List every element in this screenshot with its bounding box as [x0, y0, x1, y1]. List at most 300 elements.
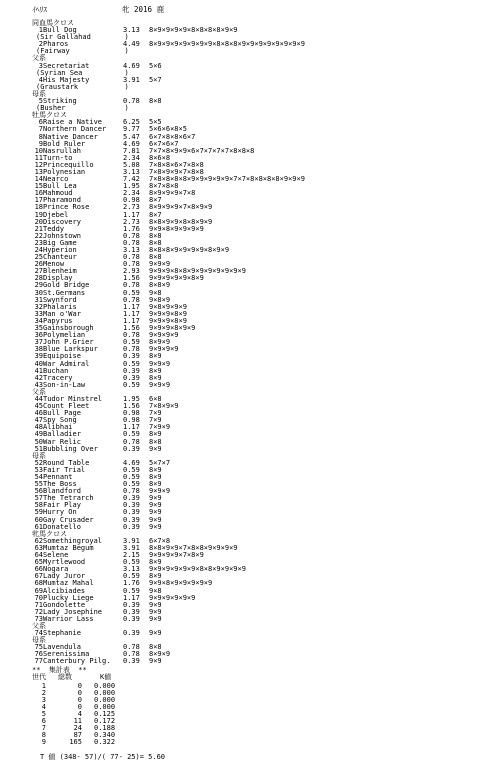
- entry-number: 54: [34, 473, 43, 481]
- entry-pattern: 9×8×9: [149, 295, 171, 304]
- entry-number: 74: [34, 629, 43, 638]
- entry-pattern: 9×9×8×9×9×9×9: [149, 224, 204, 233]
- entry-value: 3.91: [123, 75, 140, 84]
- entry-pattern: 8×9: [149, 558, 162, 567]
- entry-pattern: 6×7×8×8×6×7: [149, 132, 196, 141]
- entry-pattern: 9×9: [149, 614, 162, 623]
- generation: 5: [41, 710, 46, 718]
- entry-horse-name: Big Game: [43, 238, 77, 247]
- cross-entry: [32, 275, 472, 282]
- entry-value: 3.13: [123, 26, 140, 35]
- section-heading: 母系: [32, 636, 46, 645]
- entry-pattern: 8×9: [149, 373, 162, 382]
- entry-value: 0.59: [123, 430, 140, 439]
- generation: 9: [41, 738, 46, 747]
- entry-number: 45: [34, 402, 43, 411]
- cross-entry: [32, 233, 472, 240]
- entry-horse-name: Alibhai: [43, 423, 73, 432]
- cross-entry: [32, 417, 472, 424]
- cross-entry: [32, 396, 472, 403]
- entry-horse-name: Canterbury Pilg.: [43, 657, 111, 666]
- entry-number: 9: [38, 139, 43, 148]
- entry-pattern: 8×6×8: [149, 153, 171, 162]
- entry-value: 1.17: [123, 316, 140, 325]
- entry-pattern: 8×8: [149, 97, 162, 106]
- entry-value: 0.39: [123, 494, 140, 503]
- entry-number: 73: [34, 614, 43, 623]
- entry-horse-name: Johnstown: [43, 231, 81, 240]
- count: 165: [69, 738, 82, 747]
- entry-number: 59: [34, 508, 43, 517]
- entry-horse-name: Princequillo: [43, 160, 94, 169]
- entry-number: 66: [34, 565, 43, 574]
- entry-horse-name: Myrtlewood: [43, 558, 86, 567]
- entry-number: 20: [34, 217, 43, 226]
- entry-horse-name: Buchan: [43, 366, 69, 375]
- entry-value: 3.91: [123, 536, 140, 545]
- entry-horse-name: Bold Ruler: [43, 139, 86, 148]
- entry-horse-name: Pharamond: [43, 196, 81, 205]
- entry-number: 3: [38, 61, 43, 70]
- entry-horse-name: Nasrullah: [43, 146, 81, 155]
- entry-value: 0.39: [123, 444, 140, 453]
- entry-value: 0.39: [123, 607, 140, 616]
- entry-pattern: 9×9×9×9: [149, 331, 179, 340]
- k-value: 0.322: [94, 738, 116, 747]
- count: 0: [77, 702, 82, 711]
- entry-value: 1.56: [123, 402, 140, 411]
- cross-entry: [32, 382, 472, 389]
- cross-entry: [32, 566, 472, 573]
- entry-number: 10: [34, 146, 43, 155]
- entry-pattern: 9×8×9×9×9: [149, 302, 187, 311]
- entry-pattern: 5×6: [149, 61, 162, 70]
- entry-pattern: 9×9×9×8×9: [149, 309, 187, 318]
- cross-entry: [32, 488, 472, 495]
- entry-value: 2.15: [123, 551, 140, 560]
- entry-pattern: 9×9: [149, 607, 162, 616]
- entry-value: 0.59: [123, 473, 140, 481]
- entry-pattern: 8×9×9×9×9×8×8×8×8×9×9: [149, 26, 238, 35]
- entry-pattern: 7×7×8×9×9×6×7×7×7×7×8×8×8: [149, 146, 255, 155]
- entry-pattern: 9×9×9: [149, 359, 171, 368]
- entry-number: 34: [34, 316, 43, 325]
- entry-pattern: 8×9: [149, 430, 162, 439]
- cross-entry: [32, 595, 472, 602]
- entry-pattern: 8×9: [149, 352, 162, 361]
- entry-number: 38: [34, 345, 43, 354]
- count: 87: [73, 731, 82, 740]
- entry-pattern: 5×7×7: [149, 458, 171, 467]
- cross-entry: [32, 318, 472, 325]
- k-value: 0.125: [94, 710, 116, 718]
- entry-value: 0.78: [123, 231, 140, 240]
- entry-pattern: 7×9×9: [149, 423, 171, 432]
- cross-entry: [32, 460, 472, 467]
- generation: 7: [41, 724, 46, 733]
- cross-entry: [32, 361, 472, 368]
- count: 0: [77, 681, 82, 690]
- entry-number: 52: [34, 458, 43, 467]
- entry-pattern: 9×9×9×8×8×9×9×9×9×9×9×9: [149, 267, 246, 276]
- cross-entry: [32, 630, 472, 637]
- generation: 1: [41, 681, 46, 690]
- sire-name: (Fairway ): [36, 47, 129, 56]
- entry-pattern: 8×7: [149, 210, 162, 219]
- summary-rows: [32, 683, 472, 747]
- t-value: T 値 (348- 57)/( 77- 25)= 5.60: [40, 753, 166, 762]
- entry-value: 1.56: [123, 324, 140, 333]
- entry-pattern: 8×9×9×9×7×8×9×9: [149, 203, 213, 212]
- sire-name: (Sir Gallahad ): [36, 33, 129, 42]
- entry-value: 3.91: [123, 543, 140, 552]
- entry-value: 0.39: [123, 352, 140, 361]
- entry-value: 0.39: [123, 508, 140, 517]
- entry-number: 50: [34, 437, 43, 446]
- entry-pattern: 9×9: [149, 444, 162, 453]
- entry-number: 58: [34, 501, 43, 510]
- entry-value: 0.39: [123, 522, 140, 531]
- entry-value: 0.59: [123, 288, 140, 297]
- cross-entry: [32, 261, 472, 268]
- entry-value: 0.39: [123, 515, 140, 524]
- entry-value: 0.78: [123, 295, 140, 304]
- entry-value: 0.59: [123, 380, 140, 389]
- entry-horse-name: Warrior Lass: [43, 614, 94, 623]
- entry-horse-name: Polymelian: [43, 331, 86, 340]
- entry-pattern: 9×9×8×9×9×9×9×9: [149, 579, 213, 588]
- entry-horse-name: John P.Grier: [43, 338, 94, 347]
- entry-pattern: 8×9×9×9×9×9×9×9×8×8×8×9×9×9×9×9×9×9×9: [149, 40, 305, 49]
- entry-pattern: 7×8×9×9×7×8×8: [149, 167, 204, 176]
- entry-value: 0.98: [123, 196, 140, 205]
- cross-entry: [32, 439, 472, 446]
- entry-horse-name: Bull Page: [43, 409, 81, 418]
- section-heading: 牝馬クロス: [32, 529, 67, 538]
- entry-value: 2.93: [123, 267, 140, 276]
- entry-horse-name: Striking: [43, 97, 77, 106]
- section-heading: 母系: [32, 89, 46, 98]
- entry-pattern: 8×7×8×8: [149, 182, 179, 191]
- entry-number: 33: [34, 309, 43, 318]
- entry-pattern: 9×9×9×9×9×9×8×8×9×9×9×9: [149, 565, 246, 574]
- entry-value: 0.78: [123, 331, 140, 340]
- entry-number: 46: [34, 409, 43, 418]
- sire-name: (Syrian Sea ): [36, 68, 129, 77]
- entry-horse-name: Mahmoud: [43, 189, 73, 198]
- cross-entry: [32, 424, 472, 431]
- entry-horse-name: Spy Song: [43, 416, 77, 425]
- horse-info: 牝 2016 鹿: [122, 5, 165, 14]
- cross-entry: [32, 297, 472, 304]
- entry-number: 19: [34, 210, 43, 219]
- cross-entry: [32, 502, 472, 509]
- entry-value: 0.78: [123, 437, 140, 446]
- entry-value: 0.78: [123, 281, 140, 290]
- cross-entry: [32, 126, 472, 133]
- entry-value: 1.17: [123, 593, 140, 602]
- entry-number: 69: [34, 586, 43, 595]
- entry-number: 47: [34, 416, 43, 425]
- cross-list: [32, 20, 472, 666]
- entry-value: 6.25: [123, 118, 140, 127]
- entry-number: 37: [34, 338, 43, 347]
- section-heading: 父系: [32, 54, 46, 63]
- entry-value: 0.78: [123, 97, 140, 106]
- cross-entry: [32, 538, 472, 545]
- generation: 8: [41, 731, 46, 740]
- entry-pattern: 9×9×9: [149, 380, 171, 389]
- entry-horse-name: Nogara: [43, 565, 69, 574]
- entry-number: 40: [34, 359, 43, 368]
- count: 11: [73, 717, 82, 726]
- entry-horse-name: Secretariat: [43, 61, 90, 70]
- entry-value: 0.78: [123, 260, 140, 269]
- cross-entry: [32, 332, 472, 339]
- cross-entry: [32, 290, 472, 297]
- t-value-line: [32, 754, 472, 762]
- cross-entry: [32, 658, 472, 665]
- entry-horse-name: Gay Crusader: [43, 515, 94, 524]
- entry-horse-name: Papyrus: [43, 316, 73, 325]
- entry-horse-name: Donatello: [43, 522, 81, 531]
- cross-entry: [32, 545, 472, 552]
- entry-number: 29: [34, 281, 43, 290]
- entry-pattern: 9×9×9×8×9: [149, 316, 187, 325]
- sire-line: [32, 70, 472, 77]
- entry-horse-name: Serenissima: [43, 650, 90, 659]
- entry-pattern: 9×8: [149, 586, 162, 595]
- entry-value: 0.39: [123, 600, 140, 609]
- entry-horse-name: Blandford: [43, 487, 81, 496]
- entry-number: 51: [34, 444, 43, 453]
- entry-horse-name: Son-in-Law: [43, 380, 86, 389]
- entry-pattern: 8×9×9: [149, 650, 171, 659]
- header-k-value: K値: [100, 672, 112, 681]
- entry-number: 18: [34, 203, 43, 212]
- cross-entry: [32, 311, 472, 318]
- entry-number: 1: [38, 26, 43, 35]
- entry-number: 11: [34, 153, 43, 162]
- entry-value: 1.17: [123, 423, 140, 432]
- entry-horse-name: Tudor Minstrel: [43, 394, 103, 403]
- entry-horse-name: Balladier: [43, 430, 81, 439]
- entry-value: 0.59: [123, 572, 140, 581]
- entry-horse-name: Djebel: [43, 210, 69, 219]
- entry-number: 44: [34, 394, 43, 403]
- entry-horse-name: Teddy: [43, 224, 65, 233]
- cross-entry: [32, 183, 472, 190]
- entry-value: 0.78: [123, 253, 140, 262]
- entry-horse-name: Menow: [43, 260, 65, 269]
- entry-number: 7: [38, 125, 43, 134]
- entry-pattern: 8×9: [149, 366, 162, 375]
- entry-pattern: 9×9: [149, 600, 162, 609]
- entry-number: 63: [34, 543, 43, 552]
- entry-value: 0.39: [123, 373, 140, 382]
- entry-pattern: 6×7×6×7: [149, 139, 179, 148]
- entry-horse-name: Bull Dog: [43, 26, 77, 35]
- cross-entry: [32, 616, 472, 623]
- cross-entry: [32, 368, 472, 375]
- entry-horse-name: Bubbling Over: [43, 444, 98, 453]
- entry-horse-name: Display: [43, 274, 73, 283]
- summary-table: [32, 667, 472, 763]
- sire-line: [32, 84, 472, 91]
- entry-value: 1.17: [123, 309, 140, 318]
- cross-entry: [32, 226, 472, 233]
- entry-value: 0.98: [123, 409, 140, 418]
- entry-horse-name: His Majesty: [43, 75, 90, 84]
- entry-value: 0.39: [123, 657, 140, 666]
- entry-pattern: 8×7: [149, 196, 162, 205]
- entry-number: 61: [34, 522, 43, 531]
- header-generation: 世代: [32, 672, 46, 681]
- entry-horse-name: Blue Larkspur: [43, 345, 98, 354]
- entry-pattern: 7×8×8×8×8×9×9×9×9×9×7×7×8×8×8×8×9×9×9: [149, 175, 305, 184]
- entry-value: 2.34: [123, 153, 140, 162]
- entry-value: 0.78: [123, 238, 140, 247]
- entry-value: 0.78: [123, 487, 140, 496]
- cross-entry: [32, 552, 472, 559]
- cross-entry: [32, 268, 472, 275]
- entry-value: 1.56: [123, 274, 140, 283]
- entry-pattern: 5×6×6×8×5: [149, 125, 187, 134]
- entry-horse-name: Tracery: [43, 373, 73, 382]
- entry-pattern: 8×8: [149, 231, 162, 240]
- cross-entry: [32, 517, 472, 524]
- cross-entry: [32, 559, 472, 566]
- entry-number: 21: [34, 224, 43, 233]
- entry-pattern: 9×9: [149, 501, 162, 510]
- entry-number: 13: [34, 167, 43, 176]
- entry-number: 22: [34, 231, 43, 240]
- cross-entry: [32, 155, 472, 162]
- entry-number: 41: [34, 366, 43, 375]
- entry-horse-name: Count Fleet: [43, 402, 90, 411]
- cross-entry: [32, 375, 472, 382]
- entry-pattern: 8×9: [149, 572, 162, 581]
- entry-pattern: 8×8: [149, 437, 162, 446]
- entry-pattern: 8×9: [149, 473, 162, 481]
- cross-entry: [32, 474, 472, 481]
- entry-pattern: 9×9×9×9: [149, 345, 179, 354]
- entry-horse-name: Polynesian: [43, 167, 86, 176]
- entry-horse-name: Fair Trial: [43, 465, 86, 474]
- entry-horse-name: Equipoise: [43, 352, 81, 361]
- entry-horse-name: Fair Play: [43, 501, 81, 510]
- sire-line: [32, 105, 472, 112]
- entry-pattern: 9×9: [149, 515, 162, 524]
- cross-entry: [32, 282, 472, 289]
- entry-value: 1.95: [123, 394, 140, 403]
- entry-horse-name: Gainsborough: [43, 324, 94, 333]
- entry-pattern: 8×8×8×9×9×9×9×8×9×9: [149, 246, 230, 254]
- entry-horse-name: The Tetrarch: [43, 494, 94, 503]
- k-value: 0.188: [94, 724, 116, 733]
- entry-number: 53: [34, 465, 43, 474]
- entry-pattern: 9×9×9: [149, 260, 171, 269]
- entry-pattern: 8×8×9×9×8×8×9×9: [149, 217, 213, 226]
- entry-number: 42: [34, 373, 43, 382]
- entry-horse-name: Prince Rose: [43, 203, 90, 212]
- entry-number: 43: [34, 380, 43, 389]
- entry-horse-name: Lady Juror: [43, 572, 86, 581]
- entry-pattern: 9×9×9×9×7×8×9: [149, 551, 204, 560]
- entry-horse-name: Lady Josephine: [43, 607, 103, 616]
- entry-value: 0.59: [123, 586, 140, 595]
- cross-entry: [32, 325, 472, 332]
- entry-number: 56: [34, 487, 43, 496]
- entry-pattern: 7×9: [149, 409, 162, 418]
- entry-number: 30: [34, 288, 43, 297]
- entry-horse-name: Swynford: [43, 295, 77, 304]
- sire-name: (Busher ): [36, 104, 129, 113]
- cross-entry: [32, 176, 472, 183]
- entry-number: 57: [34, 494, 43, 503]
- entry-number: 35: [34, 324, 43, 333]
- cross-entry: [32, 134, 472, 141]
- entry-value: 0.98: [123, 416, 140, 425]
- entry-value: 0.59: [123, 480, 140, 489]
- entry-number: 5: [38, 97, 43, 106]
- cross-entry: [32, 524, 472, 531]
- entry-horse-name: St.Germans: [43, 288, 86, 297]
- entry-pattern: 9×8: [149, 288, 162, 297]
- entry-horse-name: Gondolette: [43, 600, 86, 609]
- cross-entry: [32, 588, 472, 595]
- cross-entry: [32, 353, 472, 360]
- generation: 2: [41, 688, 46, 697]
- entry-value: 2.34: [123, 189, 140, 198]
- cross-entry: [32, 148, 472, 155]
- header-count: 総数: [58, 672, 72, 681]
- cross-entry: [32, 446, 472, 453]
- entry-value: 0.39: [123, 501, 140, 510]
- generation: 4: [41, 702, 46, 711]
- entry-value: 4.49: [123, 40, 140, 49]
- cross-entry: [32, 212, 472, 219]
- entry-horse-name: Native Dancer: [43, 132, 98, 141]
- entry-number: 25: [34, 253, 43, 262]
- entry-horse-name: Somethingroyal: [43, 536, 103, 545]
- entry-value: 0.59: [123, 465, 140, 474]
- entry-horse-name: Chanteur: [43, 253, 77, 262]
- entry-value: 1.76: [123, 579, 140, 588]
- entry-pattern: 9×9×9×9×9×8×9: [149, 274, 204, 283]
- entry-value: 4.69: [123, 139, 140, 148]
- entry-number: 62: [34, 536, 43, 545]
- entry-number: 77: [34, 657, 43, 666]
- entry-horse-name: Mumtaz Mahal: [43, 579, 94, 588]
- entry-number: 31: [34, 295, 43, 304]
- count: 4: [77, 710, 82, 718]
- entry-horse-name: Man o'War: [43, 309, 81, 318]
- entry-number: 32: [34, 302, 43, 311]
- entry-pattern: 8×9×9×9×7×8: [149, 189, 196, 198]
- k-value: 0.000: [94, 688, 116, 697]
- entry-value: 1.76: [123, 224, 140, 233]
- entry-pattern: 8×8×9×9×7×8×8×9×9×9×9: [149, 543, 238, 552]
- entry-pattern: 9×9×9: [149, 487, 171, 496]
- cross-entry: [32, 467, 472, 474]
- cross-entry: [32, 162, 472, 169]
- entry-horse-name: Pharos: [43, 40, 69, 49]
- entry-number: 60: [34, 515, 43, 524]
- section-heading: 牡馬クロス: [32, 111, 67, 120]
- entry-value: 3.13: [123, 167, 140, 176]
- cross-entry: [32, 247, 472, 254]
